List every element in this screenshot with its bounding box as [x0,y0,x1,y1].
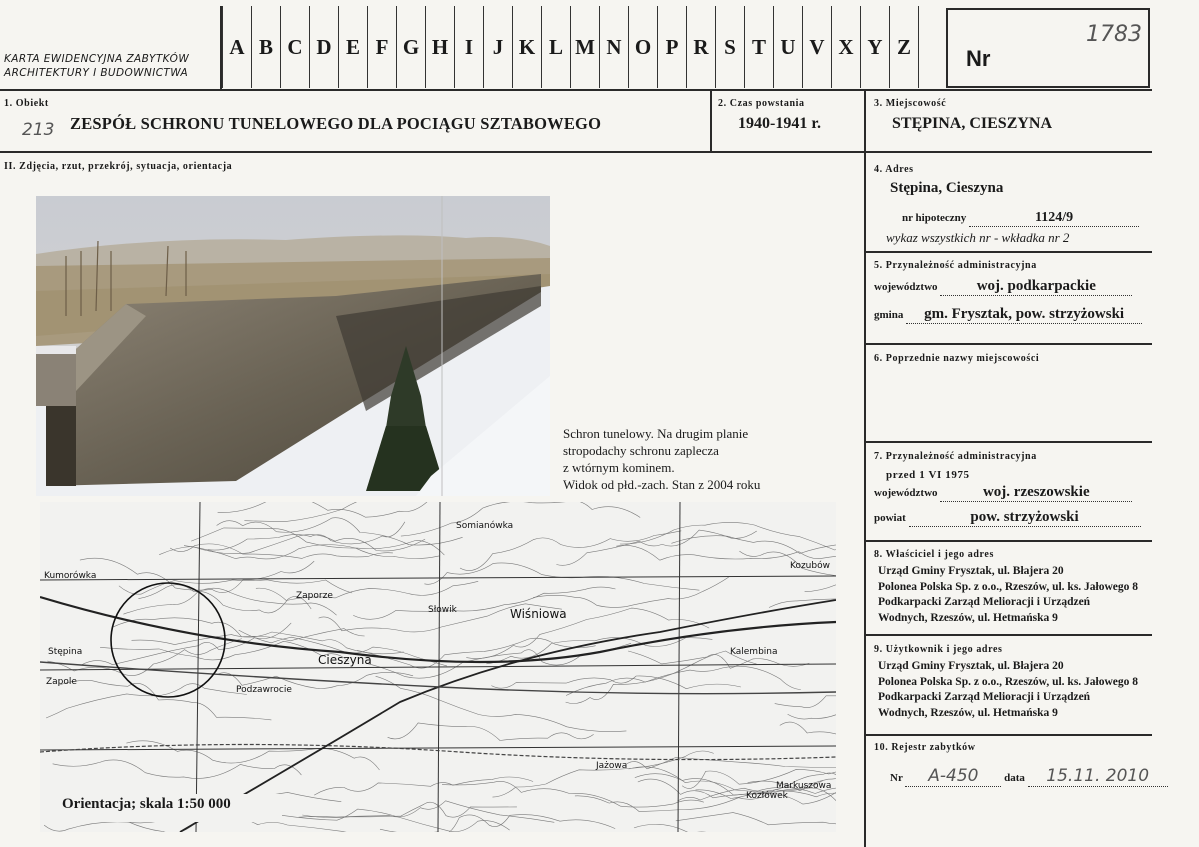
card-title-line1: KARTA EWIDENCYJNA ZABYTKÓW [4,53,190,65]
wykaz: wykaz wszystkich nr - wkładka nr 2 [886,230,1070,245]
letter-index-i: I [454,6,483,88]
przynaleznosc-label: 5. Przynależność administracyjna [874,260,1037,271]
divider [866,634,1152,636]
letter-index-c: C [280,6,309,88]
adres-value: Stępina, Cieszyna [890,180,1004,196]
user-line: Urząd Gminy Frysztak, ul. Błajera 20 [878,660,1064,672]
map-place-label: Jażowa [596,761,628,771]
map-place-label: Markuszowa [776,781,832,791]
woj-label: województwo [874,281,938,293]
nr-value: 1783 [1086,22,1142,47]
wlasciciel-lines [878,564,1138,626]
uzytkownik-lines [878,659,1138,721]
letter-index-b: B [251,6,280,88]
user-line: Podkarpacki Zarząd Melioracji i Urządzeń [878,691,1091,703]
powiat-label: powiat [874,512,906,524]
rejestr-data-label: data [1004,772,1025,784]
nr-hip-label: nr hipoteczny [902,212,967,224]
divider [866,540,1152,542]
letter-index-d: D [309,6,338,88]
caption-line: z wtórnym kominem. [563,460,675,475]
czas-label: 2. Czas powstania [718,98,805,109]
poprzednie-label: 6. Poprzednie nazwy miejscowości [874,353,1040,364]
letter-index-x: X [831,6,860,88]
letter-index-l: L [541,6,570,88]
card-title-line2: ARCHITEKTURY I BUDOWNICTWA [4,67,189,79]
miejscowosc-value: STĘPINA, CIESZYNA [892,115,1053,132]
letter-index-j: J [483,6,512,88]
obiekt-handwritten-number: 213 [22,120,55,140]
caption-line: stropodachy schronu zaplecza [563,443,719,458]
gmina-value: gm. Frysztak, pow. strzyżowski [906,306,1142,324]
woj-value: woj. podkarpackie [940,278,1132,296]
letter-index-f: F [367,6,396,88]
adres-label: 4. Adres [874,164,914,175]
owner-line: Podkarpacki Zarząd Melioracji i Urządzeń [878,596,1091,608]
rejestr-label: 10. Rejestr zabytków [874,742,976,753]
letter-index-k: K [512,6,541,88]
woj-old-row [874,484,1132,502]
letter-index-e: E [338,6,367,88]
map-place-label: Zapole [46,677,77,687]
gmina-label: gmina [874,309,904,321]
letter-index-u: U [773,6,802,88]
divider [866,343,1152,345]
letter-index-g: G [396,6,425,88]
letter-index-m: M [570,6,599,88]
map-place-label: Podzawrocie [236,685,292,695]
letter-index-a: A [222,6,251,88]
map-place-label: Słowik [428,605,457,615]
owner-line: Wodnych, Rzeszów, ul. Hetmańska 9 [878,611,1058,624]
map-place-label: Kumorówka [44,571,97,581]
wojewodztwo-row [874,278,1132,296]
card-title [4,52,218,80]
letter-index-z: Z [889,6,918,88]
map-place-label: Stępina [48,647,83,657]
map-place-label: Somianówka [456,521,514,531]
gmina-row [874,306,1142,324]
letter-index-t: T [744,6,773,88]
przynaleznosc-old-label: 7. Przynależność administracyjna [874,451,1037,462]
letter-index-end [918,6,920,88]
caption-line: Schron tunelowy. Na drugim planie [563,426,749,441]
map-place-label: Kalembina [730,647,778,657]
wlasciciel-label: 8. Właściciel i jego adres [874,549,994,560]
miejscowosc-label: 3. Miejscowość [874,98,947,109]
letter-index-v: V [802,6,831,88]
woj-old-value: woj. rzeszowskie [940,484,1132,502]
obiekt-value: ZESPÓŁ SCHRONU TUNELOWEGO DLA POCIĄGU SZTABOWEGO [70,114,602,133]
nr-hipoteczny-row [902,210,1139,227]
orientation-map [40,502,836,832]
user-line: Wodnych, Rzeszów, ul. Hetmańska 9 [878,706,1058,719]
rejestr-nr-label: Nr [890,772,903,784]
map-place-label: Zaporze [296,591,333,601]
owner-line: Urząd Gminy Frysztak, ul. Błajera 20 [878,565,1064,577]
shelter-photo [36,196,550,496]
woj-old-label: województwo [874,487,938,499]
map-place-label: Cieszyna [318,653,372,667]
letter-index-h: H [425,6,454,88]
letter-index-y: Y [860,6,889,88]
divider [866,734,1152,736]
powiat-value: pow. strzyżowski [909,509,1141,527]
rejestr-data-value: 15.11. 2010 [1028,766,1168,787]
caption-line: Widok od płd.-zach. Stan z 2004 roku [563,477,761,492]
powiat-row [874,509,1141,527]
photo-caption [563,425,760,493]
letter-index-r: R [686,6,715,88]
user-line: Polonea Polska Sp. z o.o., Rzeszów, ul. ks. Jałowego 8 [878,675,1139,688]
letter-index-p: P [657,6,686,88]
zdjecia-label: II. Zdjęcia, rzut, przekrój, sytuacja, orientacja [4,161,233,172]
owner-line: Polonea Polska Sp. z o.o., Rzeszów, ul. ks. Jałowego 8 [878,580,1139,593]
czas-value: 1940-1941 r. [738,115,821,132]
map-place-label: Kozubów [790,561,830,571]
przed-1975: przed 1 VI 1975 [886,469,970,481]
map-place-label: Kozłówek [746,791,788,801]
divider [866,441,1152,443]
divider [866,251,1152,253]
rejestr-row [890,766,1168,787]
letter-index-o: O [628,6,657,88]
letter-index-s: S [715,6,744,88]
obiekt-label: 1. Obiekt [4,98,49,109]
divider [0,151,1152,153]
divider [0,89,1152,91]
nr-hip-value: 1124/9 [969,210,1139,227]
rejestr-nr-value: A-450 [905,766,1001,787]
nr-label: Nr [966,46,991,71]
map-scale-label: Orientacja; skala 1:50 000 [62,796,231,812]
nr-box [946,8,1150,88]
map-place-label: Wiśniowa [510,607,567,621]
letter-index [222,6,920,88]
letter-index-n: N [599,6,628,88]
uzytkownik-label: 9. Użytkownik i jego adres [874,644,1003,655]
divider [710,89,712,151]
